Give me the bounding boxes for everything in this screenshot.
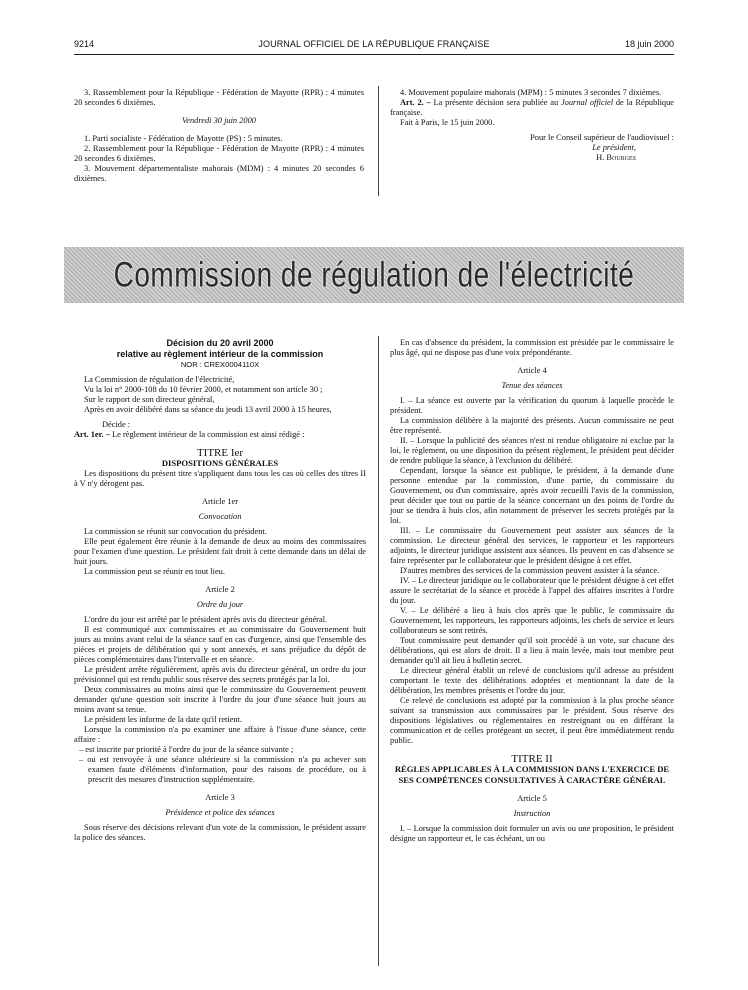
page-header bbox=[74, 39, 674, 53]
article-subheading: Convocation bbox=[198, 512, 242, 521]
left-column bbox=[74, 338, 366, 843]
signature-name: H. Bourges bbox=[596, 153, 636, 162]
text-italic: Journal officiel bbox=[560, 98, 614, 107]
paragraph: III. – Le commissaire du Gouvernement peut assister aux séances de la commission. Le directeur général des services, le rapporteur et les rapporteurs adjoints, le directeur juridique assistent aux séances. Ils peuvent en cas d'absence se faire représenter par le collaborateur que le président désigne à cet effet. bbox=[390, 526, 674, 565]
titre-subheading: DISPOSITIONS GÉNÉRALES bbox=[161, 458, 279, 468]
signature-line: Pour le Conseil supérieur de l'audiovisuel : bbox=[530, 133, 674, 142]
decision-subtitle: relative au règlement intérieur de la commission bbox=[116, 349, 324, 359]
top-right-column bbox=[390, 88, 674, 163]
article-subheading: Tenue des séances bbox=[501, 381, 563, 390]
paragraph: Après en avoir délibéré dans sa séance du jeudi 13 avril 2000 à 15 heures, bbox=[84, 405, 332, 414]
paragraph: Lorsque la commission n'a pu examiner une affaire à l'issue d'une séance, cette affaire : bbox=[74, 725, 366, 744]
titre-heading: TITRE II bbox=[511, 753, 553, 765]
decision-title: Décision du 20 avril 2000 bbox=[166, 338, 274, 348]
issue-date: 18 juin 2000 bbox=[624, 39, 674, 49]
list-item: – ou est renvoyée à une séance ultérieure si la commission n'a pu achever son examen faute d'éléments d'information, pour des raisons de procédure, ou à prescrit des mesures d'instruction supplémentaire. bbox=[79, 755, 366, 784]
date-heading: Vendredi 30 juin 2000 bbox=[182, 116, 256, 125]
titre-heading: TITRE Ier bbox=[196, 447, 244, 459]
top-left-column bbox=[74, 88, 364, 184]
article-1 bbox=[74, 430, 366, 440]
paragraph: Cependant, lorsque la séance est publique, le président, à la demande d'une personne entendue par la commission, d'une partie, du commissaire du Gouvernement, ou d'un commissaire, après avoir recueilli l'avis de la commission, peut décider que tout ou partie de la séance concernant un des points de l'ordre du jour se tiendra à huis clos, afin notamment de préserver les secrets protégés par la loi. bbox=[390, 466, 674, 525]
paragraph: Il est communiqué aux commissaires et au commissaire du Gouvernement huit jours au moins avant celui de la séance sauf en cas d'urgence, ainsi que l'ensemble des pièces et projets de délibération qui y sont annexés, et sans préjudice du dépôt de pièces complémentaires dans l'intervalle et en séance. bbox=[74, 625, 366, 664]
article-subheading: Instruction bbox=[513, 809, 551, 818]
paragraph: La commission se réunit sur convocation du président. bbox=[84, 527, 267, 536]
titre-subheading: RÈGLES APPLICABLES À LA COMMISSION DANS L'EXERCICE DE SES COMPÉTENCES CONSULTATIVES À CARACTÈRE GÉNÉRAL bbox=[394, 764, 670, 785]
section-banner bbox=[64, 247, 684, 303]
paragraph: 1. Parti socialiste - Fédération de Mayotte (PS) : 5 minutes. bbox=[84, 134, 283, 143]
paragraph: Vu la loi n° 2000-108 du 10 février 2000, et notamment son article 30 ; bbox=[84, 385, 323, 394]
paragraph: 4. Mouvement populaire mahorais (MPM) : 5 minutes 3 secondes 7 dixièmes. bbox=[400, 88, 662, 97]
journal-title: JOURNAL OFFICIEL DE LA RÉPUBLIQUE FRANÇAISE bbox=[258, 39, 490, 49]
article-label: Art. 1er. – bbox=[74, 430, 110, 439]
text: de la République française. bbox=[390, 98, 675, 117]
paragraph: La commission délibère à la majorité des présents. Aucun commissaire ne peut être représenté. bbox=[390, 416, 674, 435]
paragraph: La commission peut se réunir en tout lieu. bbox=[84, 567, 225, 576]
column-divider bbox=[378, 336, 379, 966]
list-item: – est inscrite par priorité à l'ordre du jour de la séance suivante ; bbox=[79, 745, 294, 754]
article-heading: Article 4 bbox=[517, 366, 547, 375]
paragraph: I. – Lorsque la commission doit formuler un avis ou une proposition, le président désigne un rapporteur et, le cas échéant, un ou bbox=[390, 824, 674, 843]
header-rule bbox=[74, 54, 674, 55]
article-heading: Article 2 bbox=[205, 585, 235, 594]
paragraph: Les dispositions du présent titre s'appliquent dans tous les cas où celles des titres II à V n'y dérogent pas. bbox=[74, 469, 366, 488]
paragraph: Deux commissaires au moins ainsi que le commissaire du Gouvernement peuvent demander qu'une question soit inscrite à l'ordre du jour d'une séance huit jours au moins avant sa tenue. bbox=[74, 685, 366, 714]
right-column bbox=[390, 338, 674, 844]
paragraph: Ce relevé de conclusions est adopté par la commission à la plus proche séance suivant sa transmission aux commissaires par le président. Sous réserve des dispositions législatives ou réglementaires en restreignant ou en différant la communication et de celles protégeant un secret, il peut être immédiatement rendu public. bbox=[390, 696, 674, 745]
paragraph: Elle peut également être réunie à la demande de deux au moins des commissaires pour l'examen d'une question. Le président fait droit à cette demande dans un délai de huit jours. bbox=[74, 537, 366, 566]
signature-title: Le président, bbox=[592, 143, 636, 152]
decide: Décide : bbox=[102, 420, 131, 429]
paragraph: L'ordre du jour est arrêté par le président après avis du directeur général. bbox=[84, 615, 328, 624]
page-number: 9214 bbox=[74, 39, 95, 49]
paragraph: Le président arrête régulièrement, après avis du directeur général, un ordre du jour prévisionnel qui est rendu public sous réserve des secrets protégés par la loi. bbox=[74, 665, 366, 684]
done-at: Fait à Paris, le 15 juin 2000. bbox=[400, 118, 495, 127]
article-subheading: Présidence et police des séances bbox=[165, 808, 275, 817]
paragraph: II. – Lorsque la publicité des séances n'est ni rendue obligatoire ni exclue par la loi, le règlement, ou une disposition du présent règlement, le président peut décider de rendre publique la séance, à l'exclusion du délibéré. bbox=[390, 436, 674, 465]
paragraph: 3. Rassemblement pour la République - Fédération de Mayotte (RPR) : 4 minutes 20 secondes 6 dixièmes. bbox=[74, 88, 364, 107]
paragraph: V. – Le délibéré a lieu à huis clos après que le public, le commissaire du Gouvernement, les rapporteurs, les rapporteurs adjoints, les chefs de service et leurs collaborateurs se sont retirés. bbox=[390, 606, 674, 635]
text: Le règlement intérieur de la commission est ainsi rédigé : bbox=[109, 430, 305, 439]
banner-title: Commission de régulation de l'électricité bbox=[113, 255, 635, 294]
article-subheading: Ordre du jour bbox=[196, 600, 244, 609]
article-heading: Article 5 bbox=[517, 794, 547, 803]
paragraph: Le président les informe de la date qu'il retient. bbox=[84, 715, 243, 724]
paragraph: Tout commissaire peut demander qu'il soit procédé à un vote, sur chacune des délibérations, qui est alors de droit. Il a lieu à main levée, mais tout membre peut demander qu'il ait lieu à bulletin secret. bbox=[390, 636, 674, 665]
top-column-divider bbox=[378, 86, 379, 196]
paragraph: En cas d'absence du président, la commission est présidée par le commissaire le plus âgé, qui ne dispose pas d'une voix prépondérante. bbox=[390, 338, 674, 357]
article-heading: Article 3 bbox=[205, 793, 235, 802]
paragraph: I. – La séance est ouverte par la vérification du quorum à laquelle procède le président. bbox=[390, 396, 674, 415]
paragraph: Sur le rapport de son directeur général, bbox=[84, 395, 215, 404]
paragraph: La Commission de régulation de l'électricité, bbox=[84, 375, 235, 384]
paragraph: IV. – Le directeur juridique ou le collaborateur que le président désigne à cet effet assure le secrétariat de la séance et procède à l'appel des affaires inscrites à l'ordre du jour. bbox=[390, 576, 674, 605]
paragraph: Le directeur général établit un relevé de conclusions qu'il adresse au président comportant le texte des délibérations adoptées et mentionnant la date de la délibération, les membres présents et l'ordre du jour. bbox=[390, 666, 674, 695]
article-heading: Article 1er bbox=[201, 497, 239, 506]
article-2 bbox=[390, 98, 674, 118]
paragraph: Sous réserve des décisions relevant d'un vote de la commission, le président assure la police des séances. bbox=[74, 823, 366, 842]
nor-reference: NOR : CREX0004110X bbox=[180, 360, 260, 369]
article-label: Art. 2. – bbox=[400, 98, 431, 107]
text: La présente décision sera publiée au bbox=[430, 98, 561, 107]
paragraph: 3. Mouvement départementaliste mahorais (MDM) : 4 minutes 20 secondes 6 dixièmes. bbox=[74, 164, 364, 183]
paragraph: D'autres membres des services de la commission peuvent assister à la séance. bbox=[400, 566, 660, 575]
paragraph: 2. Rassemblement pour la République - Fédération de Mayotte (RPR) : 4 minutes 20 secondes 6 dixièmes. bbox=[74, 144, 364, 163]
